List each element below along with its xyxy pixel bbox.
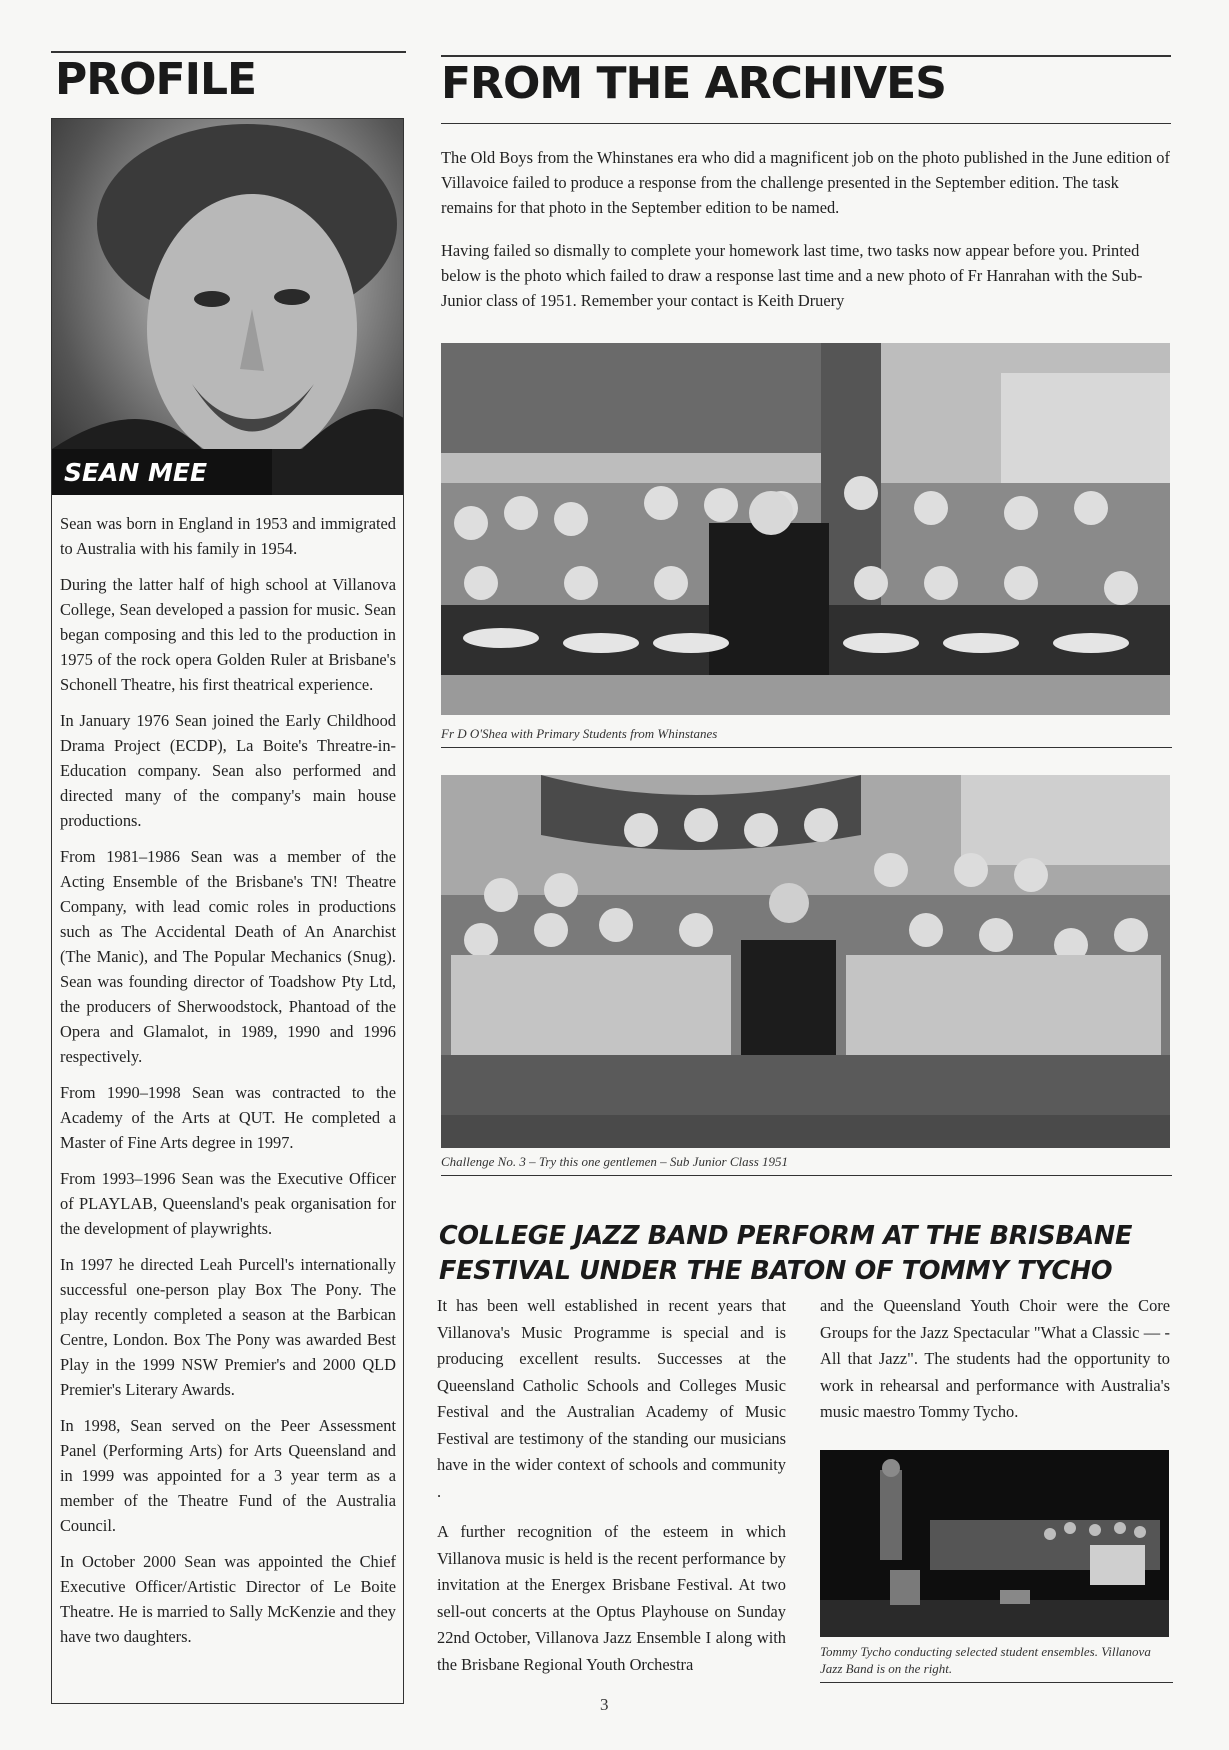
- bio-paragraph: In October 2000 Sean was appointed the Chief Executive Officer/Artistic Director of Le Boite Theatre. He is married to Sally McKenzie and they have two daughters.: [60, 1552, 396, 1646]
- archives-bottom-rule: [441, 123, 1171, 124]
- page-number: 3: [600, 1695, 609, 1714]
- bio-paragraph: From 1990–1998 Sean was contracted to the Academy of the Arts at QUT. He completed a Master of Fine Arts degree in 1997.: [60, 1083, 396, 1152]
- bio-paragraph: Sean was born in England in 1953 and immigrated to Australia with his family in 1954.: [60, 514, 396, 558]
- bio-paragraph: In 1997 he directed Leah Purcell's internationally successful one-person play Box The Pony. The play recently completed a season at the Barbican Centre, London. Box The Pony was awarded Best Play in the 1999 NSW Premier's and 2000 QLD Premier's Literary Awards.: [60, 1255, 396, 1399]
- article-column-2: [820, 1293, 1170, 1440]
- article-headline: COLLEGE JAZZ BAND PERFORM AT THE BRISBANE FESTIVAL UNDER THE BATON OF TOMMY TYCHO: [439, 1221, 1133, 1286]
- photo1-caption: Fr D O'Shea with Primary Students from Whinstanes: [441, 726, 1172, 748]
- jazz-photo-caption: Tommy Tycho conducting selected student ensembles. Villanova Jazz Band is on the right.: [820, 1643, 1173, 1683]
- article-paragraph: A further recognition of the esteem in which Villanova music is held is the recent performance by invitation at the Energex Brisbane Festival. At two sell-out concerts at the Optus Playhouse on Sunday 22nd October, Villanova Jazz Ensemble I along with the Brisbane Regional Youth Orchestra: [437, 1522, 786, 1674]
- bio-paragraph: From 1993–1996 Sean was the Executive Officer of PLAYLAB, Queensland's peak organisation for the development of playwrights.: [60, 1169, 396, 1238]
- profile-bio: [60, 511, 396, 1660]
- archives-top-rule: [441, 55, 1171, 57]
- photo2-caption: Challenge No. 3 – Try this one gentlemen – Sub Junior Class 1951: [441, 1154, 1172, 1176]
- person-name-badge: SEAN MEE: [52, 449, 272, 495]
- archives-intro-paragraph: The Old Boys from the Whinstanes era who did a magnificent job on the photo published in the June edition of Villavoice failed to produce a response from the challenge presented in the September edition. The task remains for that photo in the September edition to be named.: [441, 148, 1170, 217]
- profile-top-rule: [51, 51, 406, 53]
- article-paragraph: and the Queensland Youth Choir were the Core Groups for the Jazz Spectacular "What a Classic — -All that Jazz". The students had the opportunity to work in rehearsal and performance with Australia's music maestro Tommy Tycho.: [820, 1296, 1170, 1421]
- archives-intro-paragraph: Having failed so dismally to complete your homework last time, two tasks now appear before you. Printed below is the photo which failed to draw a response last time and a new photo of Fr Hanrahan with the Sub-Junior class of 1951. Remember your contact is Keith Druery: [441, 241, 1143, 310]
- jazz-band-concert-photo: [820, 1450, 1169, 1637]
- portrait-photo: [52, 119, 403, 495]
- bio-paragraph: In January 1976 Sean joined the Early Childhood Drama Project (ECDP), La Boite's Threatre-in-Education company. Sean also performed and directed many of the company's main house productions.: [60, 711, 396, 830]
- whinstanes-class-photo: [441, 343, 1170, 715]
- article-column-1: [437, 1293, 786, 1692]
- bio-paragraph: In 1998, Sean served on the Peer Assessment Panel (Performing Arts) for Arts Queensland and in 1999 was appointed for a 3 year term as a member of the Theatre Fund of the Australia Council.: [60, 1416, 396, 1535]
- archives-section-title: FROM THE ARCHIVES: [441, 58, 946, 109]
- article-paragraph: It has been well established in recent years that Villanova's Music Programme is special and is producing excellent results. Successes at the Queensland Catholic Schools and Colleges Music Festival and the Australian Academy of Music Festival are testimony of the standing our musicians have in the wider context of schools and community .: [437, 1296, 786, 1501]
- profile-box: [51, 118, 404, 1704]
- bio-paragraph: During the latter half of high school at Villanova College, Sean developed a passion for music. Sean began composing and this led to the production in 1975 of the rock opera Golden Ruler at Brisbane's Schonell Theatre, his first theatrical experience.: [60, 575, 396, 694]
- bio-paragraph: From 1981–1986 Sean was a member of the Acting Ensemble of the Brisbane's TN! Theatre Company, with lead comic roles in productions such as The Accidental Death of An Anarchist (The Manic), and The Popular Mechanics (Snug). Sean was founding director of Toadshow Pty Ltd, the producers of Sherwoodstock, Phantoad of the Opera and Glamalot, in 1989, 1990 and 1996 respectively.: [60, 847, 396, 1066]
- sub-junior-class-photo: [441, 775, 1170, 1148]
- profile-section-title: PROFILE: [55, 54, 257, 105]
